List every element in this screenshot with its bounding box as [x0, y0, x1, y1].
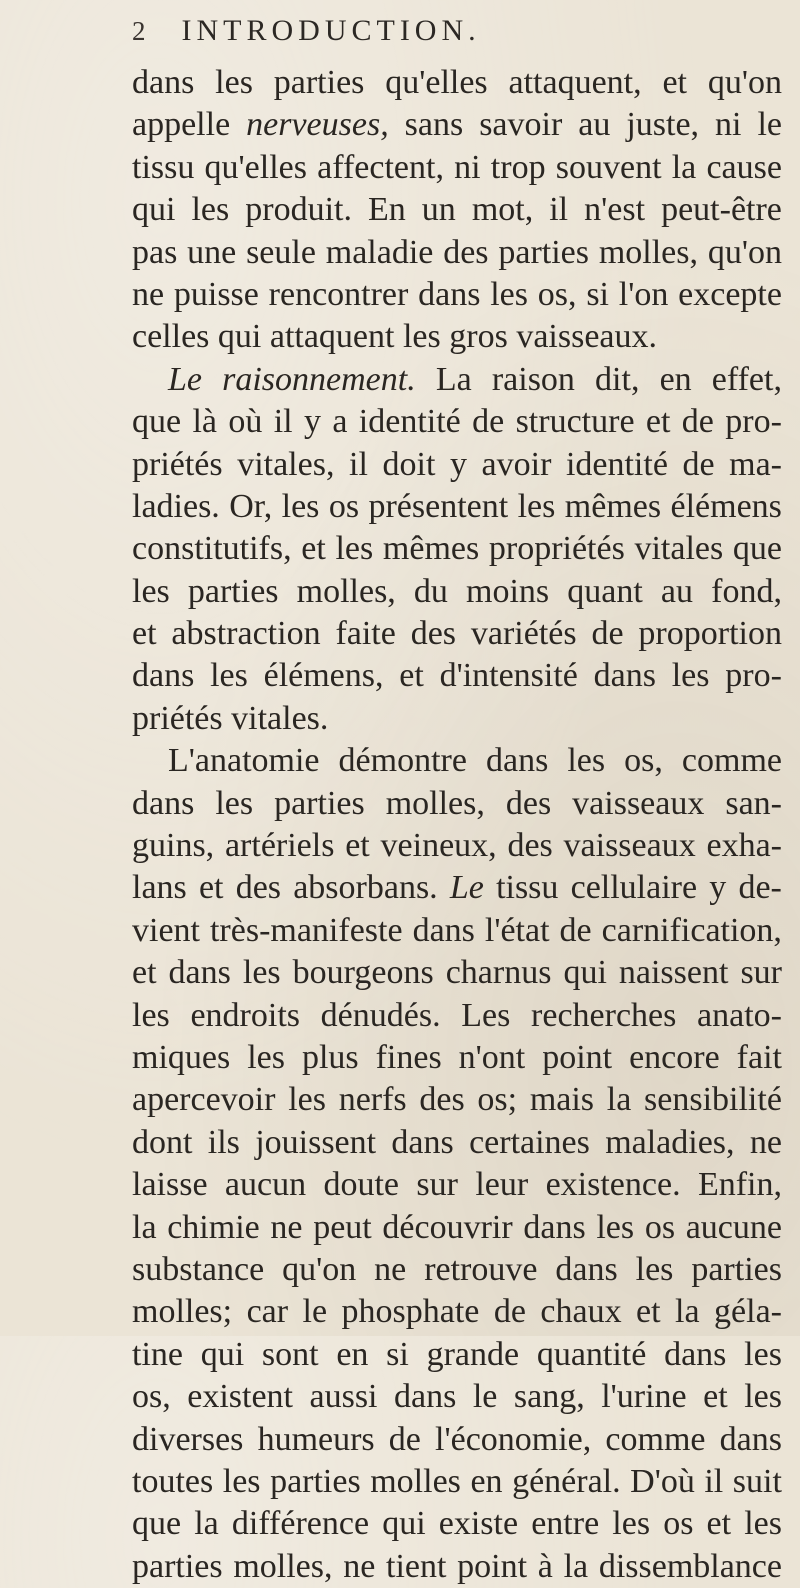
text-line: toutes les parties molles en général. D'où il suit: [132, 1462, 782, 1500]
text-line: substance qu'on ne retrouve dans les parties: [132, 1250, 782, 1288]
text-line: os, existent aussi dans le sang, l'urine et les: [132, 1378, 782, 1416]
text-line: guins, artériels et veineux, des vaisseaux exha-: [132, 827, 782, 865]
text-line: tine qui sont en si grande quantité dans les: [132, 1335, 782, 1373]
text-line: apercevoir les nerfs des os; mais la sensibilité: [132, 1081, 782, 1119]
text-line: Le raisonnement. La raison dit, en effet,: [168, 360, 782, 398]
running-title: INTRODUCTION.: [181, 14, 481, 47]
text-line: dans les élémens, et d'intensité dans les pro-: [132, 657, 782, 695]
text-line: ladies. Or, les os présentent les mêmes élémens: [132, 487, 782, 525]
text-line: parties molles, ne tient point à la dissemblance: [132, 1547, 782, 1585]
page-number: 2: [132, 16, 146, 46]
text-line: et abstraction faite des variétés de proportion: [132, 615, 782, 653]
text-line: L'anatomie démontre dans les os, comme: [168, 742, 782, 780]
text-line: lans et des absorbans. Le tissu cellulaire y de-: [132, 869, 782, 907]
text-line: qui les produit. En un mot, il n'est peut-être: [132, 191, 782, 229]
text-line: constitutifs, et les mêmes propriétés vitales que: [132, 530, 782, 568]
body-text: [132, 62, 782, 1588]
text-line: les parties molles, du moins quant au fond,: [132, 572, 782, 610]
text-line: et dans les bourgeons charnus qui naissent sur: [132, 954, 782, 992]
text-line: diverses humeurs de l'économie, comme dans: [132, 1420, 782, 1458]
text-line: dans les parties molles, des vaisseaux san-: [132, 784, 782, 822]
text-line: pas une seule maladie des parties molles, qu'on: [132, 233, 782, 271]
text-line: dans les parties qu'elles attaquent, et qu'on: [132, 64, 782, 101]
text-line: tissu qu'elles affectent, ni trop souvent la cause: [132, 148, 782, 186]
text-line: appelle nerveuses, sans savoir au juste, ni le: [132, 106, 782, 144]
text-line: que là où il y a identité de structure et de pro-: [132, 403, 782, 441]
text-line: miques les plus fines n'ont point encore fait: [132, 1038, 782, 1076]
text-line: ne puisse rencontrer dans les os, si l'on excepte: [132, 275, 782, 313]
text-line: priétés vitales, il doit y avoir identité de ma-: [132, 445, 782, 483]
running-head: [132, 14, 481, 54]
text-line: priétés vitales.: [132, 699, 329, 737]
text-line: la chimie ne peut découvrir dans les os aucune: [132, 1208, 782, 1246]
text-line: les endroits dénudés. Les recherches anato-: [132, 996, 782, 1034]
text-line: molles; car le phosphate de chaux et la géla-: [132, 1293, 782, 1331]
text-line: laisse aucun doute sur leur existence. Enfin,: [132, 1166, 782, 1204]
text-line: que la différence qui existe entre les os et les: [132, 1505, 782, 1543]
text-line: vient très-manifeste dans l'état de carnification,: [132, 911, 782, 949]
text-line: celles qui attaquent les gros vaisseaux.: [132, 318, 658, 356]
text-line: dont ils jouissent dans certaines maladies, ne: [132, 1123, 782, 1161]
